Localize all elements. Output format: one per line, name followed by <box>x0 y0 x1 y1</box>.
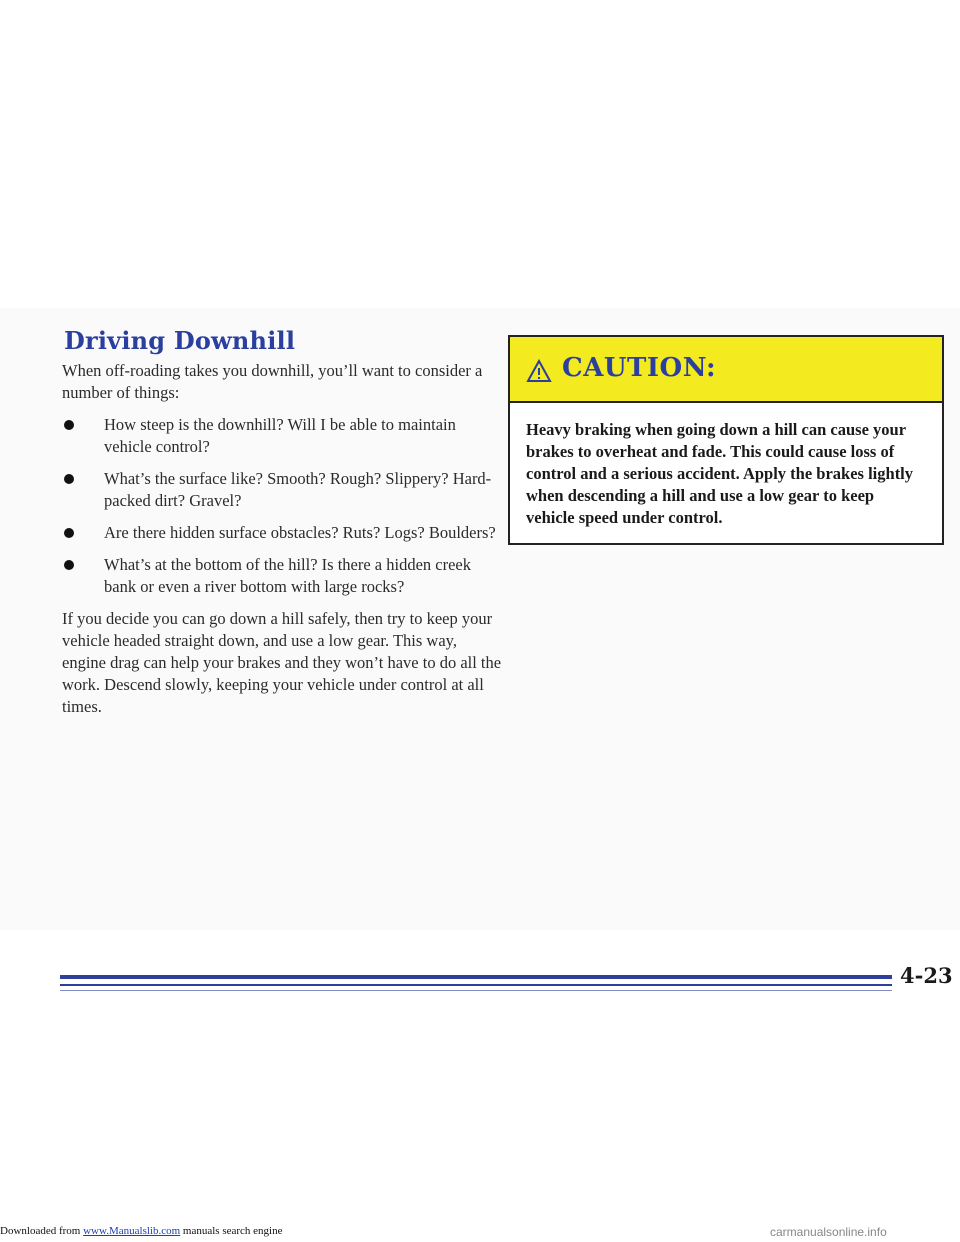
caution-text: Heavy braking when going down a hill can cause your brakes to overheat and fade. This could cause loss of control and a serious accident. Apply the brakes lightly when descending a hill and use a low gear to keep vehicle speed under control. <box>526 420 914 527</box>
list-item-text: How steep is the downhill? Will I be able to maintain vehicle control? <box>104 415 456 456</box>
manualslib-link[interactable]: www.Manualslib.com <box>83 1225 181 1237</box>
list-item-text: What’s the surface like? Smooth? Rough? Slippery? Hard-packed dirt? Gravel? <box>104 469 492 510</box>
page-number: 4-23 <box>900 963 953 988</box>
bullet-icon <box>64 474 74 484</box>
bullet-icon <box>64 560 74 570</box>
list-item <box>62 414 502 458</box>
considerations-list <box>62 414 502 598</box>
list-item <box>62 468 502 512</box>
rule-line-hair <box>60 990 892 991</box>
watermark: carmanualsonline.info <box>770 1225 887 1239</box>
rule-line-thin <box>60 984 892 986</box>
intro-paragraph: When off-roading takes you downhill, you’ll want to consider a number of things: <box>62 361 483 402</box>
rule-line-thick <box>60 975 892 979</box>
caution-header <box>510 337 942 403</box>
section-title: Driving Downhill <box>64 326 296 355</box>
list-item <box>62 554 502 598</box>
footer-prefix: Downloaded from <box>0 1225 81 1237</box>
download-footer <box>0 1225 282 1237</box>
caution-box <box>508 335 944 545</box>
warning-triangle-icon <box>526 359 552 383</box>
list-item <box>62 522 502 544</box>
bullet-icon <box>64 528 74 538</box>
list-item-text: What’s at the bottom of the hill? Is there a hidden creek bank or even a river bottom with large rocks? <box>104 555 471 596</box>
bullet-icon <box>64 420 74 430</box>
footer-suffix: manuals search engine <box>182 1225 283 1237</box>
caution-label: CAUTION: <box>562 353 717 383</box>
body-text <box>62 360 502 728</box>
closing-paragraph: If you decide you can go down a hill safely, then try to keep your vehicle headed straight down, and use a low gear. This way, engine drag can help your brakes and they won’t have to do all the work. Descend slowly, keeping your vehicle under control at all times. <box>62 609 502 716</box>
list-item-text: Are there hidden surface obstacles? Ruts? Logs? Boulders? <box>104 523 496 542</box>
